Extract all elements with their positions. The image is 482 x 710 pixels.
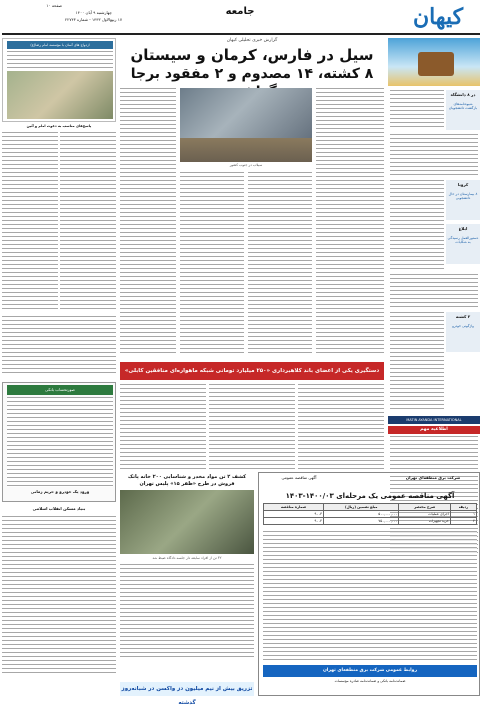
middle-story-text: [120, 564, 254, 660]
left-column: [2, 38, 116, 678]
middle-headline: کشف ۲ تن مواد مخدر و شناسایی ۲۰۰ خانه پاتک فروش در طرح «ظفر ۱۵» پلیس تهران: [127, 474, 247, 487]
left-bottom-ad-sub: ورود یک خودرو و حریم زمانی: [30, 489, 90, 494]
box4-title: ۲ کشته: [455, 314, 471, 319]
lead-text-right: [316, 88, 384, 356]
left-text-1: [2, 132, 58, 312]
tender-text: [263, 531, 477, 661]
page-number: صفحه ۱۰: [46, 3, 62, 8]
right-text-2: [390, 134, 478, 176]
tender-subtitle: آگهی مناقصه عمومی: [281, 475, 317, 480]
table-cell: ۱: [450, 511, 476, 518]
matin-banner: MATIN AYANDA INTERNATIONAL: [388, 416, 480, 424]
lead-text-mid-left: [180, 172, 244, 356]
table-cell: ۹۰۰۳: [264, 511, 324, 518]
right-text-1: [390, 90, 444, 128]
section-title: جامعه: [225, 6, 255, 17]
tender-col-header: شماره مناقصه: [264, 504, 324, 511]
notice-title: اطلاعیه مهم: [388, 426, 480, 434]
mid-text-2: [209, 384, 295, 470]
police-photo: [120, 490, 254, 554]
left-text-3: [2, 316, 116, 376]
right-box-3: [446, 224, 480, 264]
mid-text-3: [298, 384, 384, 470]
flood-water: [180, 138, 312, 162]
vaccine-footer: تزریق بیش از نیم میلیون دز واکسن در شبانه‌روز گذشته: [120, 682, 254, 696]
flood-photo-caption: سیلاب در جنوب کشور: [229, 163, 263, 167]
table-row: [264, 511, 477, 518]
right-text-4: [390, 274, 478, 308]
tender-ad: [258, 472, 480, 696]
tender-table: [263, 503, 477, 525]
tender-table-header: [264, 504, 477, 511]
left-text-4: [2, 516, 116, 676]
right-box-2: [446, 180, 480, 220]
box3-sub: دستورالعمل رسیدگی به شکایات: [447, 236, 479, 244]
left-ad-photo: [7, 71, 113, 119]
left-top-ad: [2, 38, 116, 122]
table-cell: خرید تجهیزات: [399, 518, 450, 525]
tender-col-header: ردیف: [450, 504, 476, 511]
box2-sub: ۸ بیمارستان در حال دانشجویی: [448, 192, 478, 200]
left-bottom-ad: [2, 382, 116, 502]
left-ad-caption: پاسخ‌های مناسب به دعوت امام و آئین: [26, 124, 92, 128]
left-text-2: [60, 132, 116, 312]
right-text-5: [390, 312, 444, 412]
table-row: [264, 518, 477, 525]
table-cell: ۷۵۰,۰۰۰,۰۰۰: [324, 518, 399, 525]
box4-sub: واژگونی خودرو: [452, 324, 474, 328]
right-box-4: [446, 312, 480, 352]
mid-text-1: [120, 384, 206, 470]
right-box-1: [446, 90, 480, 130]
newspaper-logo: کیهان: [412, 4, 464, 30]
tender-col-header: مبلغ تضمین (ریال): [324, 504, 399, 511]
table-cell: اجرای عملیات: [399, 511, 450, 518]
table-cell: ۵۰۰,۰۰۰,۰۰۰: [324, 511, 399, 518]
lead-text-mid-right: [248, 172, 312, 356]
left-bottom-ad-title: صورتحساب بانکی: [7, 385, 113, 395]
tender-title: آگهی مناقصه عمومی یک مرحله‌ای ۱۴۰۰/۰۳-۱۴۰۳: [285, 492, 455, 500]
lead-story: [120, 38, 384, 358]
lead-text-left: [120, 88, 176, 356]
middle-text-block: [120, 382, 384, 472]
table-cell: ۹۰۰۴: [264, 518, 324, 525]
left-ad-title: ازدواج های آسان با مؤسسه امام رضا(ع): [7, 41, 113, 49]
masthead: [0, 0, 482, 36]
flood-photo: [180, 88, 312, 162]
ship-illustration: [418, 52, 454, 76]
lead-headline-2: ۸ کشته، ۱۴ مصدوم و ۲ مفقود برجا: [130, 66, 374, 82]
tender-col-header: شرح مختصر: [399, 504, 450, 511]
lead-headline-1: سیل در فارس، کرمان و سیستان: [130, 46, 374, 64]
tender-footer-blue: روابط عمومی شرکت برق منطقه‌ای تهران: [263, 665, 477, 677]
issue-line: ۱۷ ربیع‌الاول ۱۴۴۳ - شماره ۲۲۷۴۳: [65, 17, 122, 22]
middle-photo-story: [120, 474, 254, 680]
lead-kicker: گزارش خبری تحلیلی کیهان: [226, 38, 278, 43]
table-cell: ۲: [450, 518, 476, 525]
right-text-3: [390, 180, 444, 270]
red-banner: دستگیری یکی از اعضای باند کلاهبرداری «۲۵۰ میلیارد تومانی شبکه ماهواره‌ای منافقین کابلی»: [120, 362, 384, 380]
box1-sub: شیوه‌نامه‌های بازگشت دانشجویان: [448, 102, 478, 110]
masthead-rule: [2, 33, 480, 35]
left-section-2: بنیاد مسکن انقلاب اسلامی: [32, 506, 86, 511]
tender-org: شرکت برق منطقه‌ای تهران: [405, 475, 461, 480]
date-line: چهارشنبه ۹ آبان ۱۴۰۰: [75, 10, 112, 15]
box2-title: کرونا: [457, 182, 469, 187]
box3-title: ابلاغ: [458, 226, 468, 231]
right-top-ad: [388, 38, 480, 86]
police-photo-caption: ۳۲ تن از افراد سابقه دار جلسه دادگاه ضبط شد: [152, 556, 222, 560]
tender-footer-sub: ضمانت‌نامه بانکی و ضمانت‌نامه صادره مؤسسات: [334, 679, 406, 683]
left-ad-text: [7, 51, 113, 69]
box1-title: در ۸ دانشگاه: [450, 92, 476, 97]
left-bottom-ad-text: [7, 397, 113, 487]
